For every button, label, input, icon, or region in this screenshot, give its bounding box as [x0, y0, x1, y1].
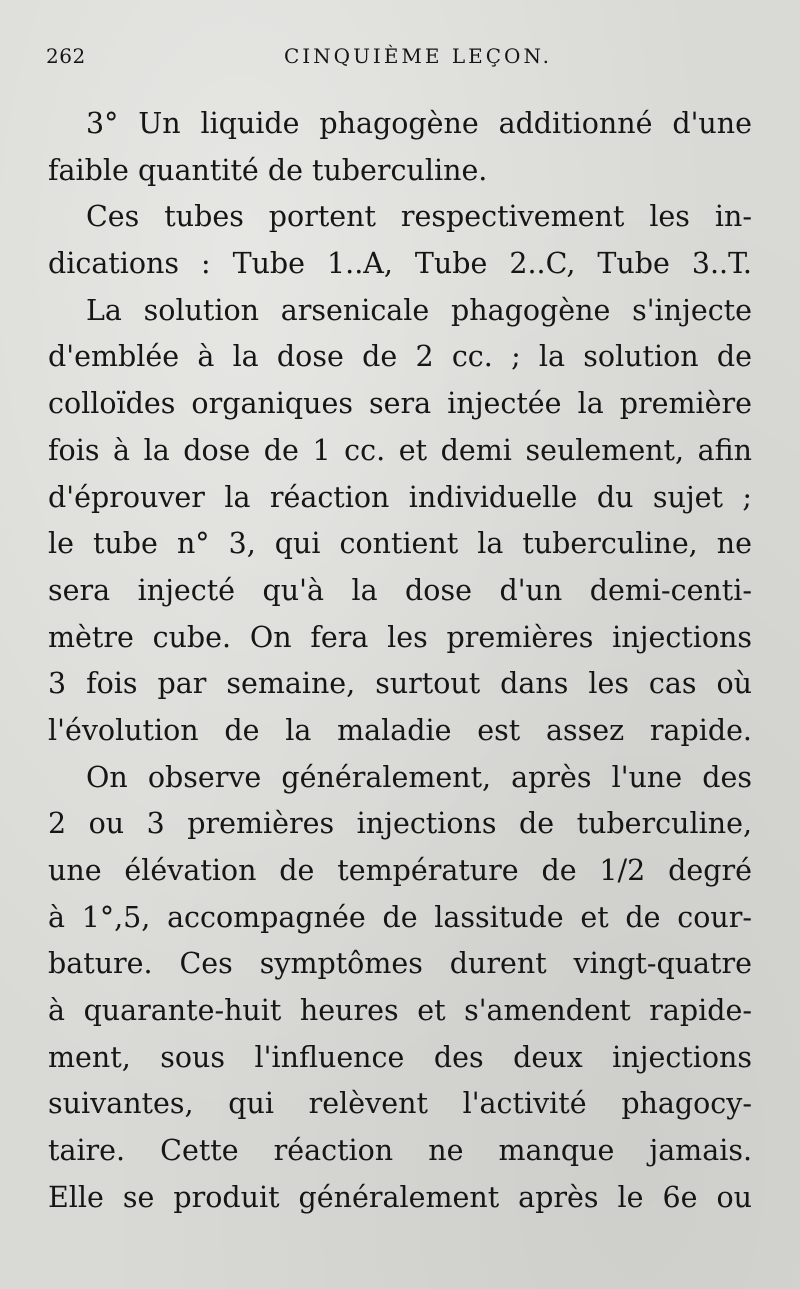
- text-line: ment, sous l'influence des deux injections: [48, 1040, 752, 1074]
- text-line: colloïdes organiques sera injectée la première: [48, 387, 752, 421]
- page-number: 262: [46, 44, 86, 68]
- text-line: La solution arsenicale phagogène s'injecte: [86, 293, 752, 327]
- text-line: fois à la dose de 1 cc. et demi seulement, afin: [48, 433, 752, 467]
- text-line: mètre cube. On fera les premières injections: [48, 620, 752, 654]
- text-line: le tube n° 3, qui contient la tuberculine, ne: [48, 527, 752, 561]
- text-line: d'emblée à la dose de 2 cc. ; la solution de: [48, 340, 752, 374]
- text-line: 2 ou 3 premières injections de tuberculine,: [48, 807, 752, 841]
- text-line: une élévation de température de 1/2 degré: [48, 854, 752, 887]
- text-line: à 1°,5, accompagnée de lassitude et de cour-: [48, 900, 752, 934]
- text-line: On observe généralement, après l'une des: [86, 760, 752, 794]
- text-line: Elle se produit généralement après le 6e ou: [48, 1180, 752, 1214]
- running-title: CINQUIÈME LEÇON.: [283, 44, 553, 68]
- body-text: [48, 101, 752, 1222]
- text-line: taire. Cette réaction ne manque jamais.: [48, 1134, 752, 1168]
- text-line: Ces tubes portent respectivement les in-: [86, 200, 752, 234]
- text-line: d'éprouver la réaction individuelle du sujet ;: [48, 480, 752, 514]
- text-line: l'évolution de la maladie est assez rapide.: [48, 713, 752, 747]
- text-line: 3° Un liquide phagogène additionné d'une: [86, 107, 752, 140]
- text-line: bature. Ces symptômes durent vingt-quatre: [48, 947, 752, 981]
- text-line: suivantes, qui relèvent l'activité phagocy-: [48, 1087, 752, 1121]
- page-header: [46, 40, 750, 76]
- text-line: à quarante-huit heures et s'amendent rapide-: [48, 994, 752, 1028]
- text-line: 3 fois par semaine, surtout dans les cas où: [48, 667, 752, 701]
- text-line: dications : Tube 1..A, Tube 2..C, Tube 3..T.: [48, 247, 752, 281]
- text-line: sera injecté qu'à la dose d'un demi-centi-: [48, 573, 752, 607]
- text-line: faible quantité de tuberculine.: [48, 153, 488, 187]
